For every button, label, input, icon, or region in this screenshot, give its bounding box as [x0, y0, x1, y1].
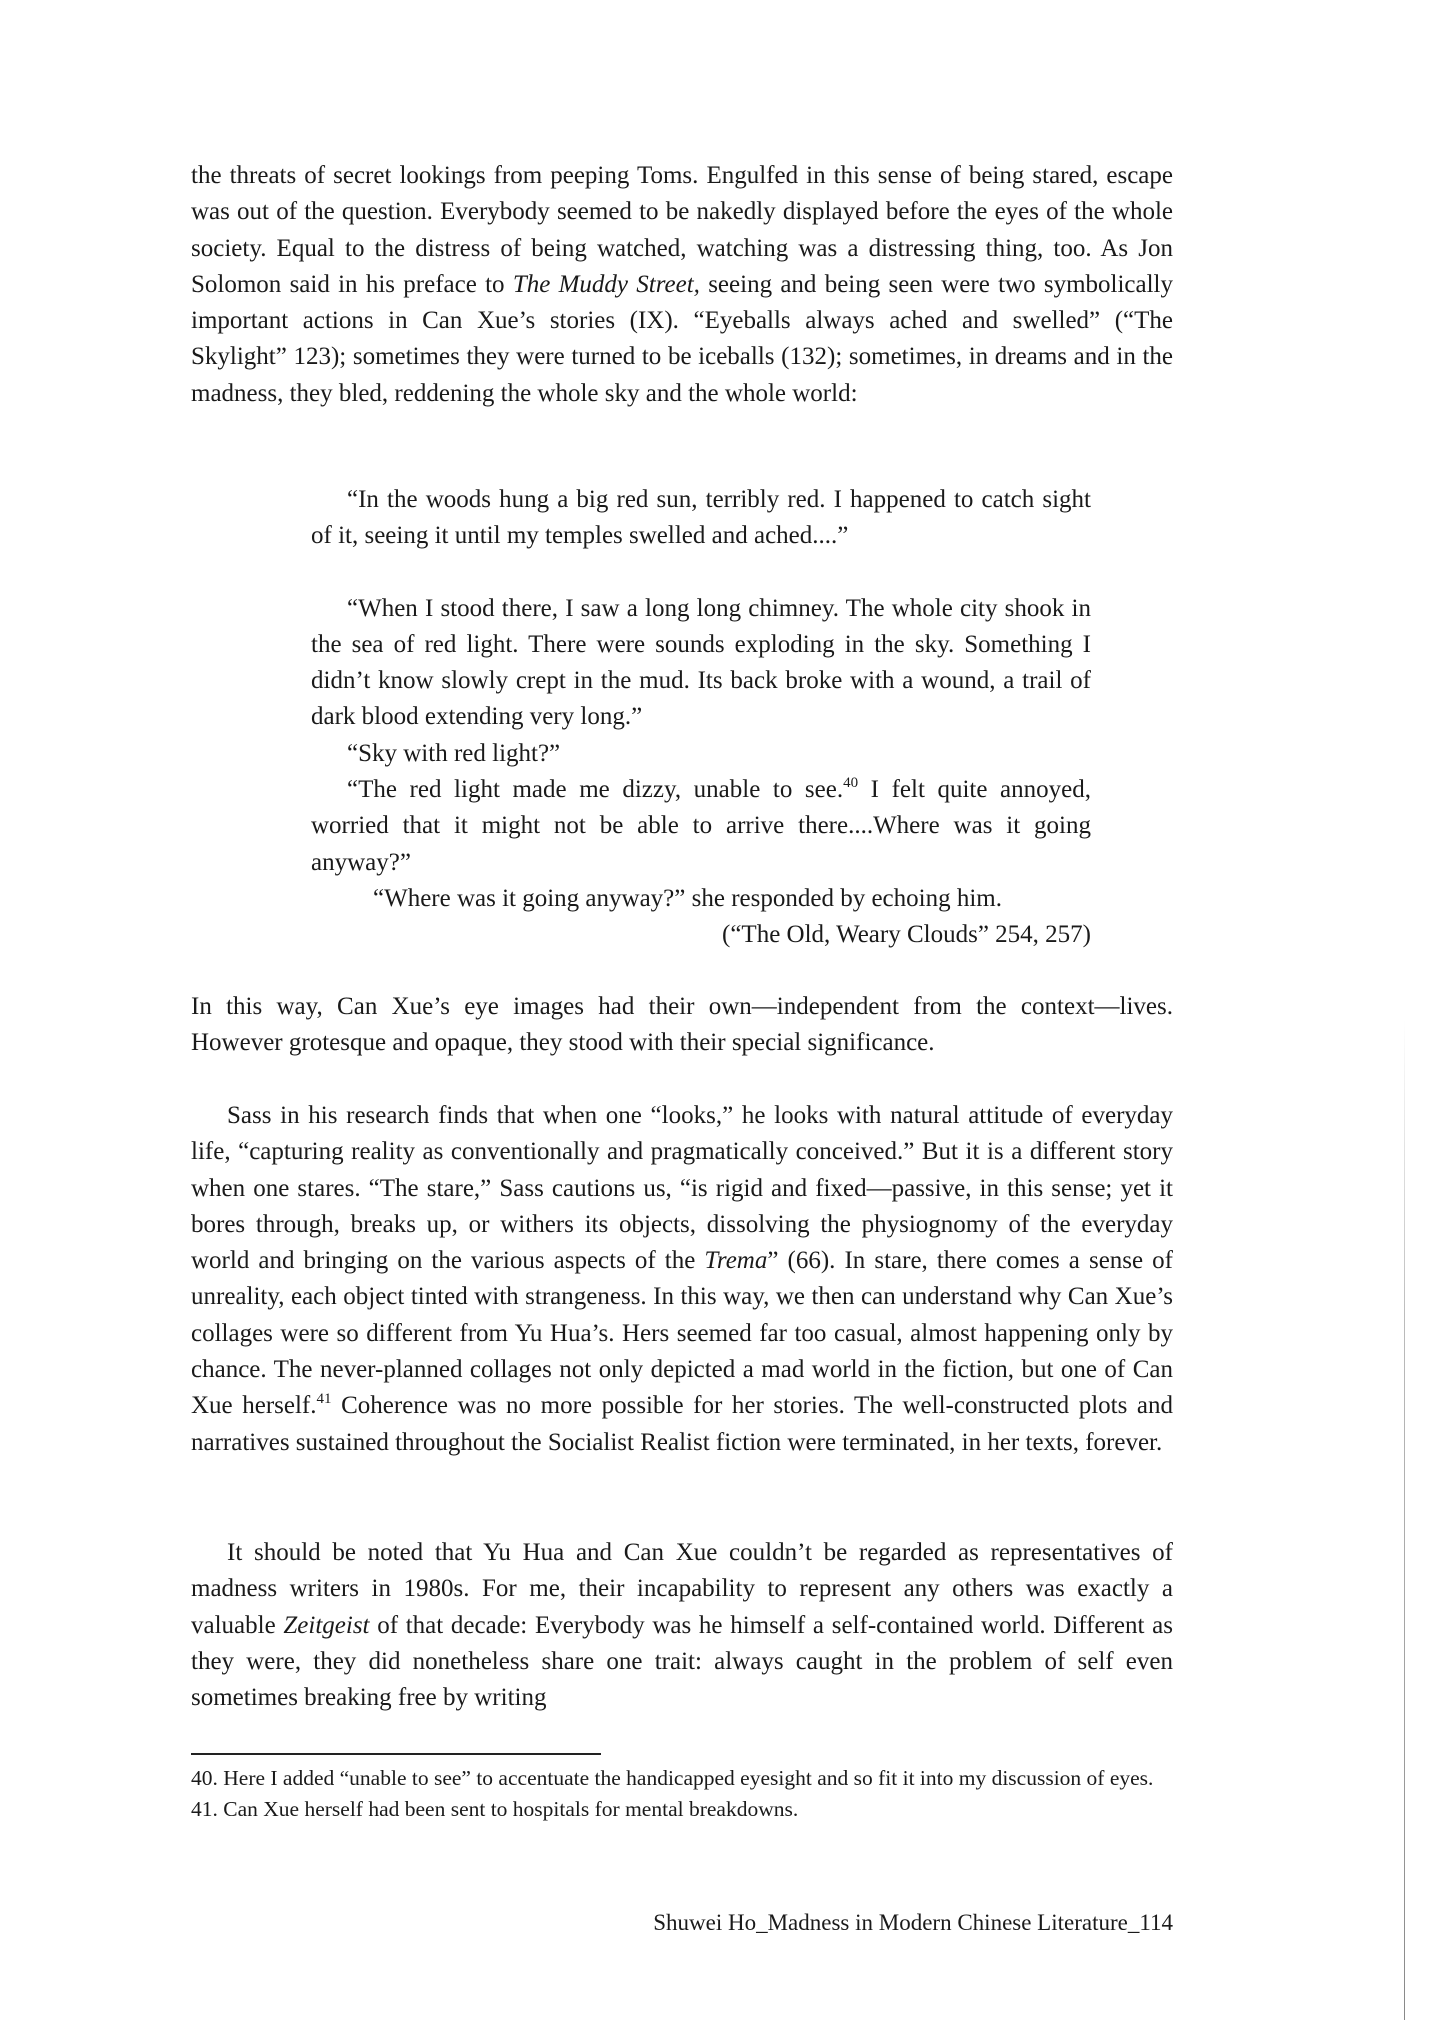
footnote-ref: 41	[316, 1391, 332, 1408]
text-run: of that decade: Everybody was he himself a self-contained world. Different as they were, they did nonetheless share one trait: always caught in the problem of self even sometimes breaking free by writing	[191, 1611, 1173, 1712]
footnote-41: 41. Can Xue herself had been sent to hospitals for mental breakdowns.	[191, 1797, 799, 1821]
text-run: ” (66). In stare, there comes a sense of unreality, each object tinted with strangeness. In this way, we then can understand why Can Xue’s collages were so different from Yu Hua’s. Hers seemed far too casual, almost happening only by chance. The never-planned collages not only depicted a mad world in the fiction, but one of Can Xue herself.	[191, 1247, 1173, 1420]
page-footer: Shuwei Ho_Madness in Modern Chinese Literature_114	[653, 1910, 1173, 1935]
text-run: Coherence was no more possible for her stories. The well-constructed plots and narratives sustained throughout the Socialist Realist fiction were terminated, in her texts, forever.	[191, 1392, 1174, 1456]
quote-line-2: “When I stood there, I saw a long long chimney. The whole city shook in the sea of red light. There were sounds exploding in the sky. Something I didn’t know slowly crept in the mud. Its back broke with a wound, a trail of dark blood extending very long.”	[311, 594, 1091, 731]
paragraph-4-text	[191, 1535, 1173, 1716]
paragraph-3	[191, 1098, 1173, 1461]
italic-text: Trema	[704, 1247, 768, 1275]
quote-citation: (“The Old, Weary Clouds” 254, 257)	[722, 921, 1091, 949]
quote-line-4-b: I felt quite annoyed, worried that it might not be able to arrive there....Where was it going anyway?”	[311, 776, 1091, 876]
italic-text: The Muddy Street,	[512, 270, 700, 298]
paragraph-3-text	[191, 1098, 1173, 1461]
footnote-ref-40: 40	[843, 775, 859, 792]
paragraph-1-text	[191, 158, 1173, 412]
quote-line-5: “Where was it going anyway?” she responded by echoing him.	[373, 884, 1002, 912]
text-run: seeing and being seen were two symbolically important actions in Can Xue’s stories (IX). “Eyeballs always ached and swelled” (“The Skylight” 123); sometimes they were turned to be iceballs (132); sometimes, in dreams and in the madness, they bled, reddening the whole sky and the whole world:	[191, 270, 1173, 407]
quote-line-1: “In the woods hung a big red sun, terribly red. I happened to catch sight of it, seeing it until my temples swelled and ached....”	[311, 486, 1091, 550]
quote-line-4-a: “The red light made me dizzy, unable to see.	[347, 776, 844, 804]
text-run: It should be noted that Yu Hua and Can Xue couldn’t be regarded as representatives of madness writers in 1980s. For me, their incapability to represent any others was exactly a valuable	[191, 1539, 1173, 1639]
footnotes	[191, 1763, 1173, 1825]
footnote-rule	[191, 1753, 601, 1755]
quote-line-3: “Sky with red light?”	[347, 739, 561, 767]
block-quote	[311, 482, 1091, 954]
paragraph-1	[191, 158, 1173, 412]
text-run: the threats of secret lookings from peeping Toms. Engulfed in this sense of being stared, escape was out of the question. Everybody seemed to be nakedly displayed before the eyes of the whole society. Equal to the distress of being watched, watching was a distressing thing, too. As Jon Solomon said in his preface to	[191, 162, 1173, 298]
paragraph-4	[191, 1535, 1173, 1716]
quote-line-4	[311, 772, 1091, 881]
paragraph-2-text: In this way, Can Xue’s eye images had their own—independent from the context—lives. However grotesque and opaque, they stood with their special significance.	[191, 993, 1173, 1057]
paragraph-2	[191, 989, 1173, 1062]
italic-text: Zeitgeist	[283, 1611, 370, 1639]
scan-edge-line	[1404, 1020, 1405, 2020]
text-run: Sass in his research finds that when one “looks,” he looks with natural attitude of everyday life, “capturing reality as conventionally and pragmatically conceived.” But it is a different story when one stares. “The stare,” Sass cautions us, “is rigid and fixed—passive, in this sense; yet it bores through, breaks up, or withers its objects, dissolving the physiognomy of the everyday world and bringing on the various aspects of the	[191, 1102, 1173, 1275]
footnote-40: 40. Here I added “unable to see” to accentuate the handicapped eyesight and so fit it into my discussion of eyes.	[191, 1766, 1154, 1790]
